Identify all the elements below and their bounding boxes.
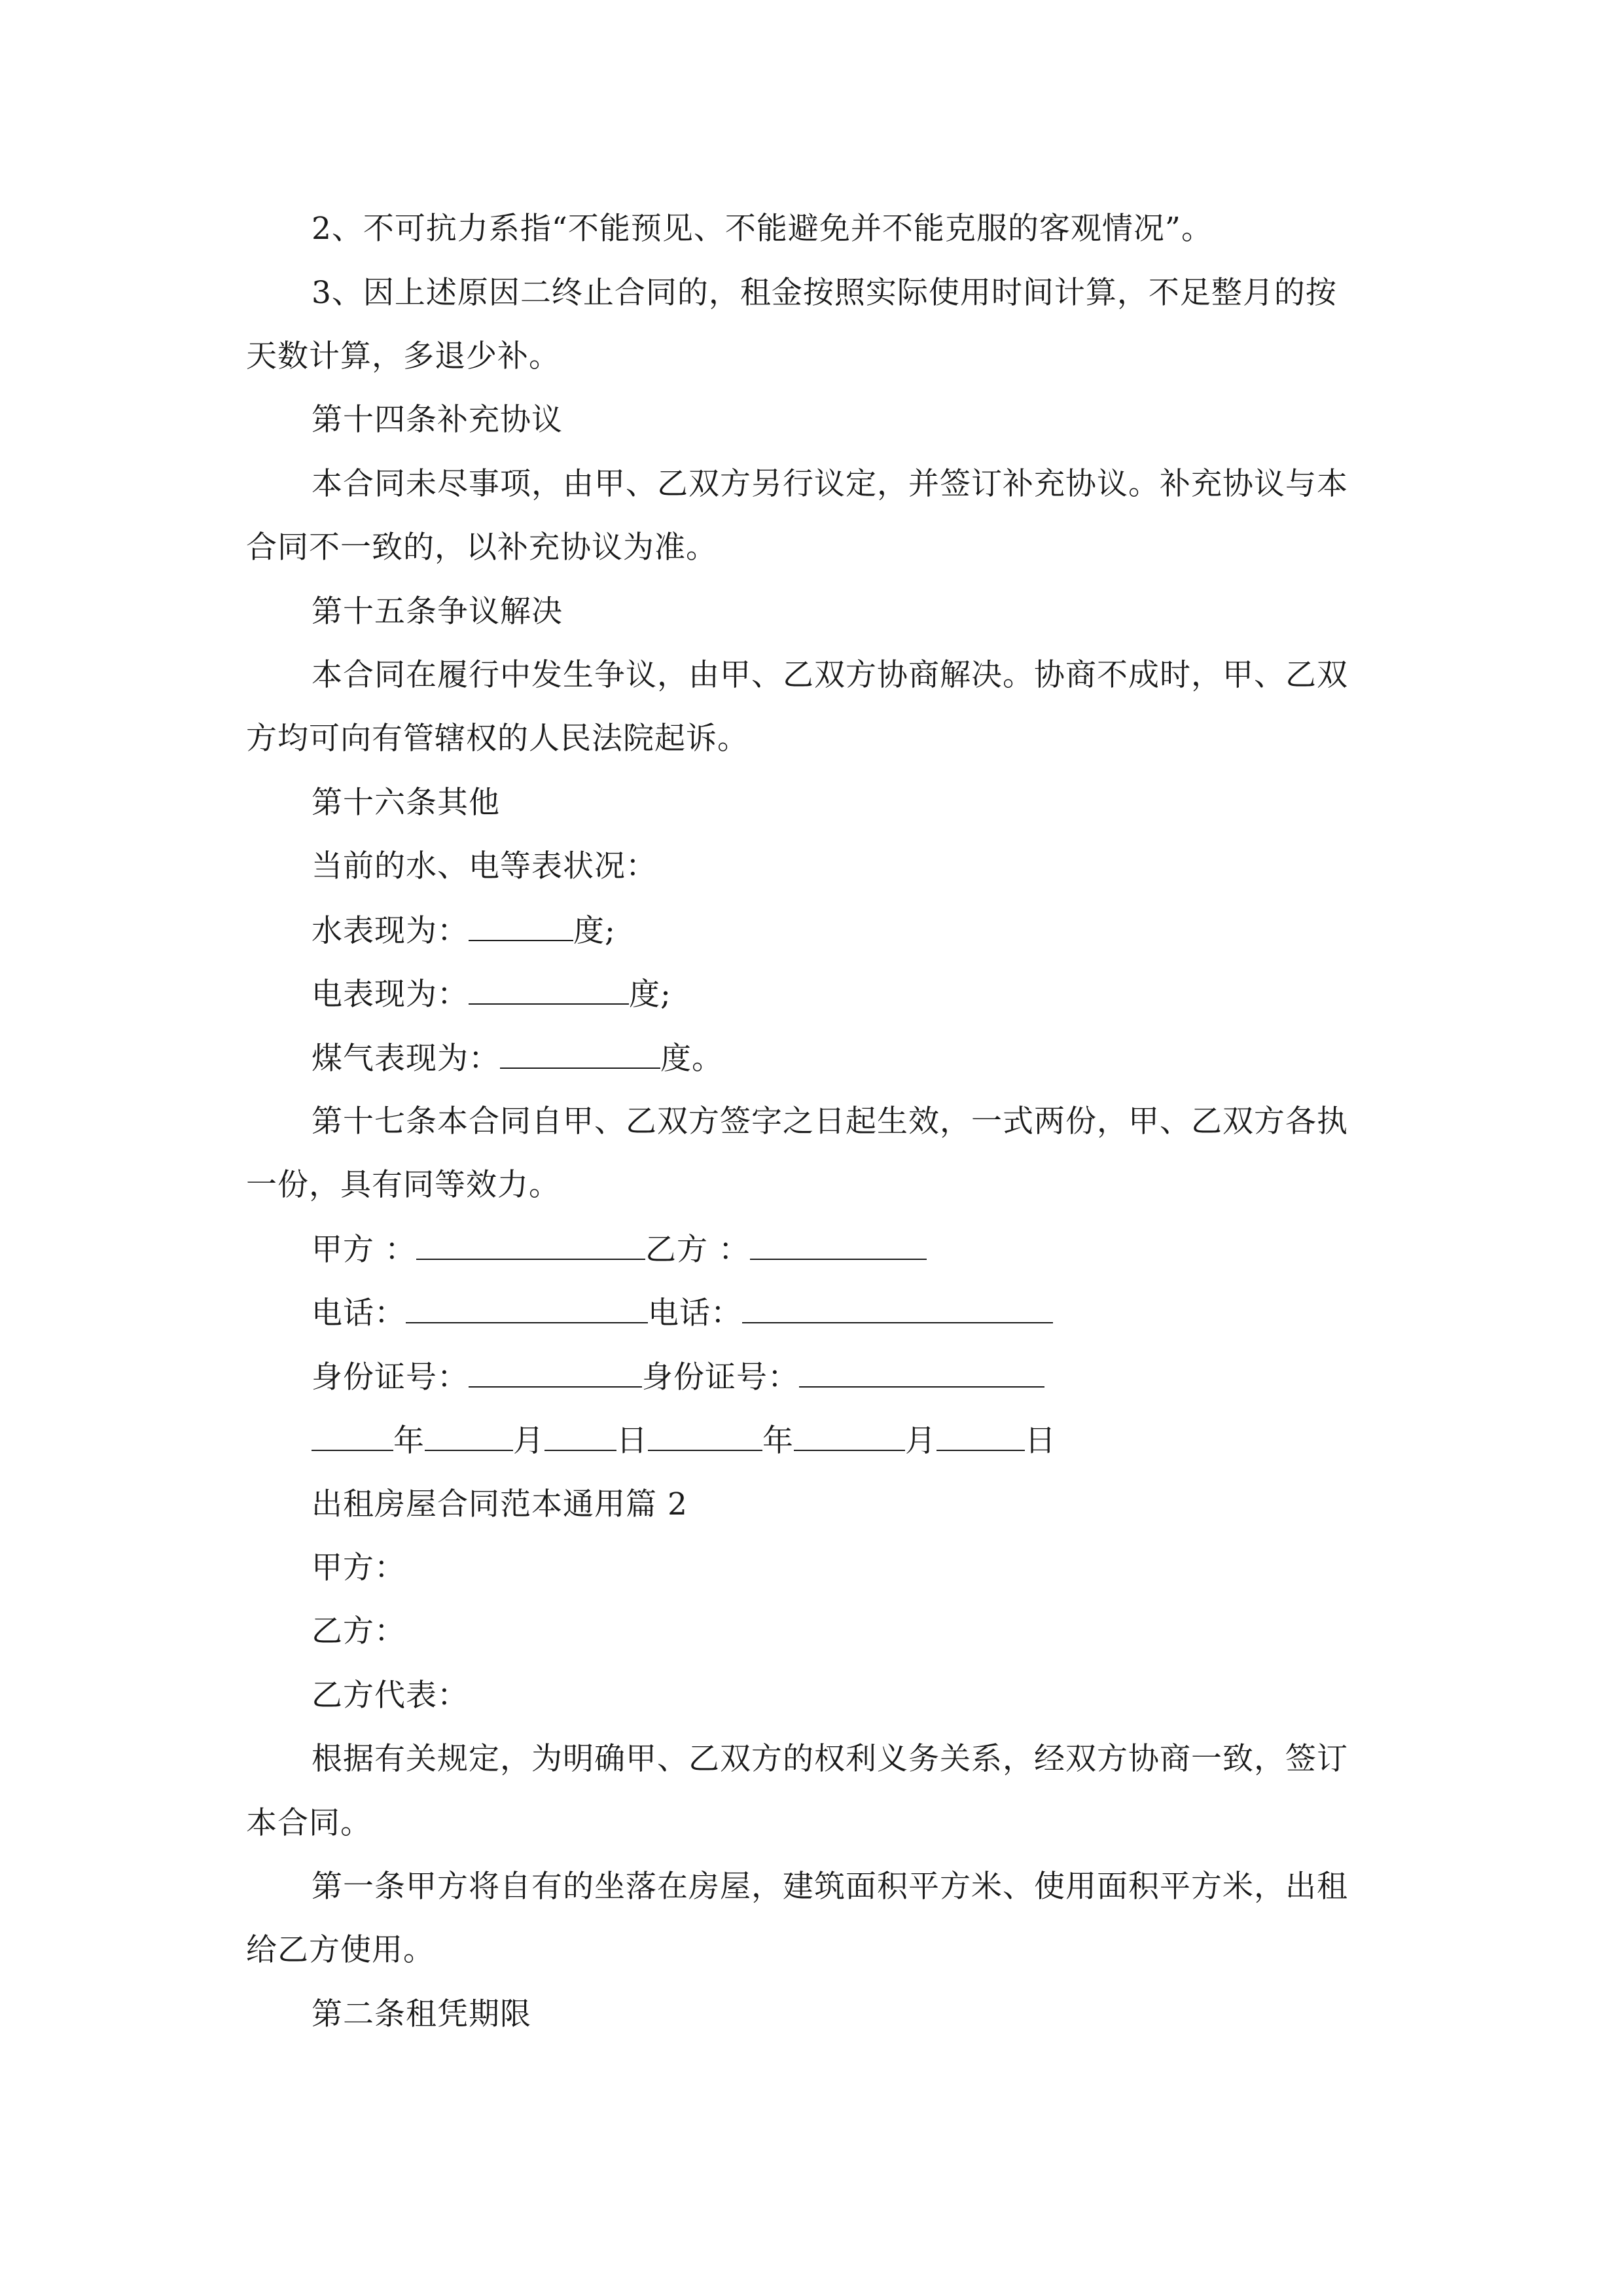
section-2-article-1-line1: 第一条甲方将自有的坐落在房屋，建筑面积平方米、使用面积平方米，出租 (312, 1869, 1348, 1905)
section-2-party-b-representative: 乙方代表： (312, 1677, 469, 1713)
party-a-blank[interactable] (416, 1230, 645, 1260)
section-2-article-2-heading: 第二条租凭期限 (312, 1996, 531, 2032)
section-2-title: 出租房屋合同范本通用篇 2 (312, 1486, 688, 1522)
party-a-label: 甲方 ： (312, 1232, 416, 1268)
gas-meter-line (312, 1039, 723, 1079)
year-a-label: 年 (393, 1423, 425, 1459)
id-b-label: 身份证号： (642, 1359, 799, 1395)
section-2-preamble-line1: 根据有关规定，为明确甲、乙双方的权利义务关系，经双方协商一致，签订 (312, 1741, 1348, 1777)
article-16-heading: 第十六条其他 (312, 785, 500, 821)
signature-phone-line (312, 1293, 1053, 1333)
phone-b-blank[interactable] (742, 1293, 1053, 1323)
article-14-heading: 第十四条补充协议 (312, 402, 563, 438)
article-17-line1: 第十七条本合同自甲、乙双方签字之日起生效，一式两份，甲、乙双方各执 (312, 1103, 1348, 1139)
year-b-blank[interactable] (648, 1421, 762, 1451)
water-meter-line (312, 911, 616, 951)
month-b-blank[interactable] (794, 1421, 905, 1451)
article-15-body-line1: 本合同在履行中发生争议，由甲、乙双方协商解决。协商不成时，甲、乙双 (312, 657, 1348, 693)
signature-party-line (312, 1230, 927, 1270)
id-a-blank[interactable] (469, 1357, 642, 1388)
article-14-body-line1: 本合同未尽事项，由甲、乙双方另行议定，并签订补充协议。补充协议与本 (312, 466, 1348, 502)
clause-termination-rent-line2: 天数计算，多退少补。 (246, 338, 560, 374)
party-b-label: 乙方 ： (645, 1232, 750, 1268)
day-a-blank[interactable] (544, 1421, 616, 1451)
day-b-blank[interactable] (936, 1421, 1025, 1451)
gas-meter-label: 煤气表现为： (312, 1041, 500, 1077)
section-2-preamble-line2: 本合同。 (246, 1805, 372, 1841)
day-b-label: 日 (1025, 1423, 1056, 1459)
phone-b-label: 电话： (648, 1295, 742, 1331)
clause-force-majeure-definition: 2、不可抗力系指“不能预见、不能避免并不能克服的客观情况”。 (312, 211, 1213, 247)
signature-id-line (312, 1357, 1044, 1397)
article-17-line2: 一份，具有同等效力。 (246, 1167, 560, 1203)
electric-meter-unit: 度; (629, 977, 671, 1013)
section-2-party-a: 甲方： (312, 1550, 406, 1586)
year-b-label: 年 (762, 1423, 794, 1459)
article-15-body-line2: 方均可向有管辖权的人民法院起诉。 (246, 721, 749, 757)
phone-a-blank[interactable] (406, 1293, 648, 1323)
article-15-heading: 第十五条争议解决 (312, 594, 563, 630)
water-meter-unit: 度; (573, 913, 616, 949)
water-meter-blank[interactable] (469, 911, 573, 941)
month-a-blank[interactable] (425, 1421, 513, 1451)
year-a-blank[interactable] (312, 1421, 393, 1451)
gas-meter-unit: 度。 (660, 1041, 723, 1077)
id-a-label: 身份证号： (312, 1359, 469, 1395)
electric-meter-line (312, 975, 671, 1014)
party-b-blank[interactable] (750, 1230, 927, 1260)
meter-status-intro: 当前的水、电等表状况： (312, 848, 657, 884)
month-b-label: 月 (905, 1423, 936, 1459)
electric-meter-label: 电表现为： (312, 977, 469, 1013)
section-2-party-b: 乙方： (312, 1613, 406, 1649)
id-b-blank[interactable] (799, 1357, 1044, 1388)
clause-termination-rent-line1: 3、因上述原因二终止合同的，租金按照实际使用时间计算，不足整月的按 (312, 275, 1337, 311)
article-14-body-line2: 合同不一致的，以补充协议为准。 (246, 529, 717, 565)
phone-a-label: 电话： (312, 1295, 406, 1331)
month-a-label: 月 (513, 1423, 544, 1459)
section-2-article-1-line2: 给乙方使用。 (246, 1932, 435, 1968)
electric-meter-blank[interactable] (469, 975, 629, 1005)
water-meter-label: 水表现为： (312, 913, 469, 949)
gas-meter-blank[interactable] (500, 1039, 660, 1069)
signature-date-line (312, 1421, 1056, 1461)
day-a-label: 日 (616, 1423, 648, 1459)
